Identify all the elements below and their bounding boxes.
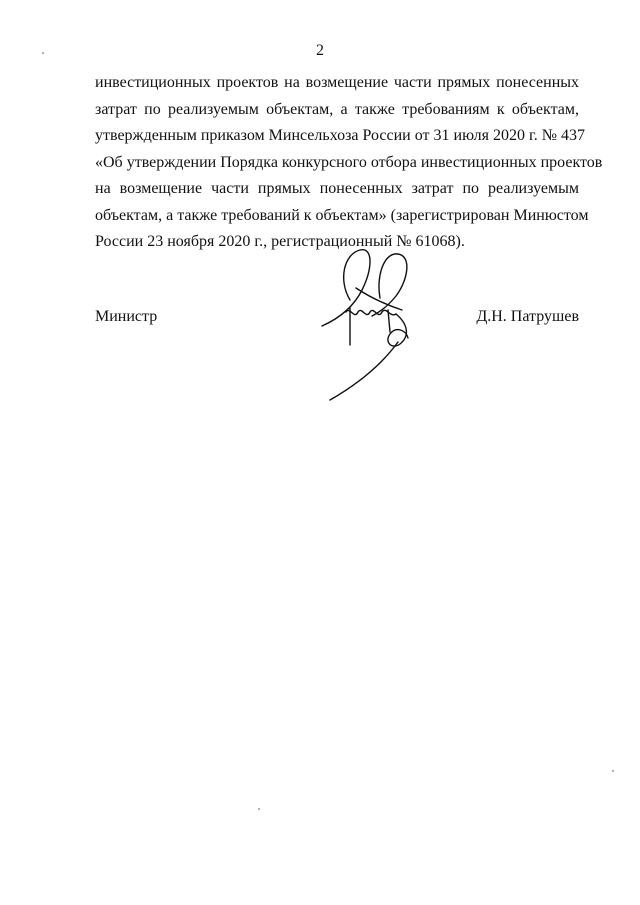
signer-name: Д.Н. Патрушев [476, 308, 579, 325]
text-line: объектам, а также требований к объектам» (зарегистрирован Минюстом [95, 206, 589, 224]
page-number: 2 [316, 42, 324, 59]
text-line: утвержденным приказом Минсельхоза России от 31 июля 2020 г. № 437 [95, 127, 585, 144]
body-paragraph [95, 70, 603, 256]
text-line: затрат по реализуемым объектам, а также требованиям к объектам, [95, 100, 579, 118]
scan-speck [612, 770, 614, 772]
signature-row [95, 306, 579, 328]
text-line: инвестиционных проектов на возмещение части прямых понесенных [95, 74, 579, 91]
scan-speck [42, 52, 44, 54]
text-line: на возмещение части прямых понесенных затрат по реализуемым [95, 180, 579, 197]
text-line: «Об утверждении Порядка конкурсного отбора инвестиционных проектов [95, 153, 603, 171]
signer-position: Министр [95, 308, 158, 325]
text-line-last: России 23 ноября 2020 г., регистрационный № 61068). [95, 233, 465, 250]
scan-speck [258, 808, 260, 810]
